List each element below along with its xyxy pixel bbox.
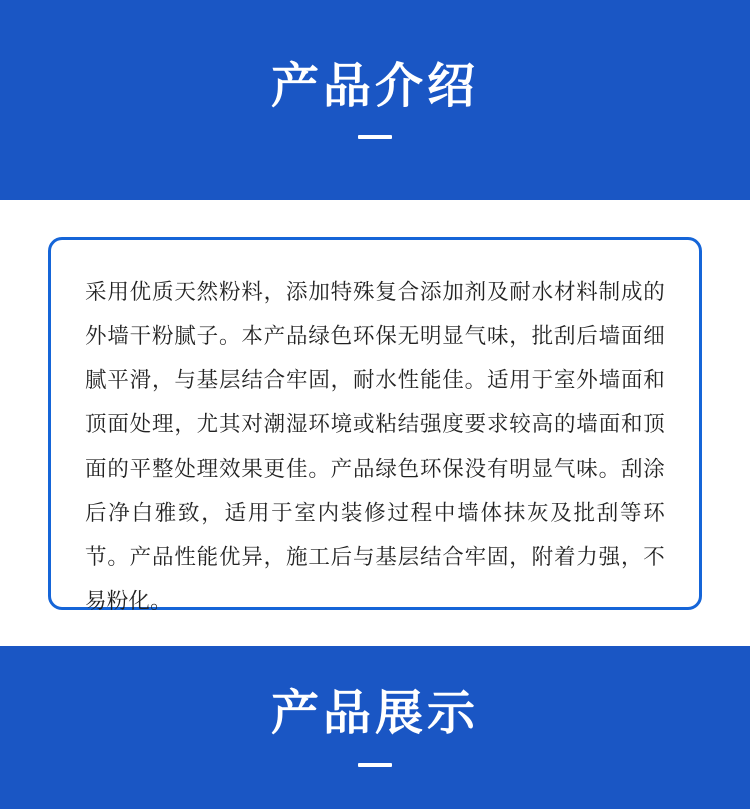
title-underline-divider-secondary bbox=[358, 763, 392, 767]
product-display-banner bbox=[0, 646, 750, 809]
product-description-text: 采用优质天然粉料，添加特殊复合添加剂及耐水材料制成的外墙干粉腻子。本产品绿色环保无明显气味，批刮后墙面细腻平滑，与基层结合牢固，耐水性能佳。适用于室外墙面和顶面处理，尤其对潮湿环境或粘结强度要求较高的墙面和顶面的平整处理效果更佳。产品绿色环保没有明显气味。刮涂后净白雅致，适用于室内装修过程中墙体抹灰及批刮等环节。产品性能优异，施工后与基层结合牢固，附着力强，不易粉化。 bbox=[85, 279, 665, 614]
product-introduction-banner bbox=[0, 0, 750, 200]
product-description-card bbox=[48, 237, 702, 614]
title-underline-divider bbox=[358, 135, 392, 139]
product-introduction-title: 产品介绍 bbox=[270, 59, 479, 113]
product-display-title: 产品展示 bbox=[270, 687, 479, 741]
product-description-section bbox=[0, 200, 750, 646]
